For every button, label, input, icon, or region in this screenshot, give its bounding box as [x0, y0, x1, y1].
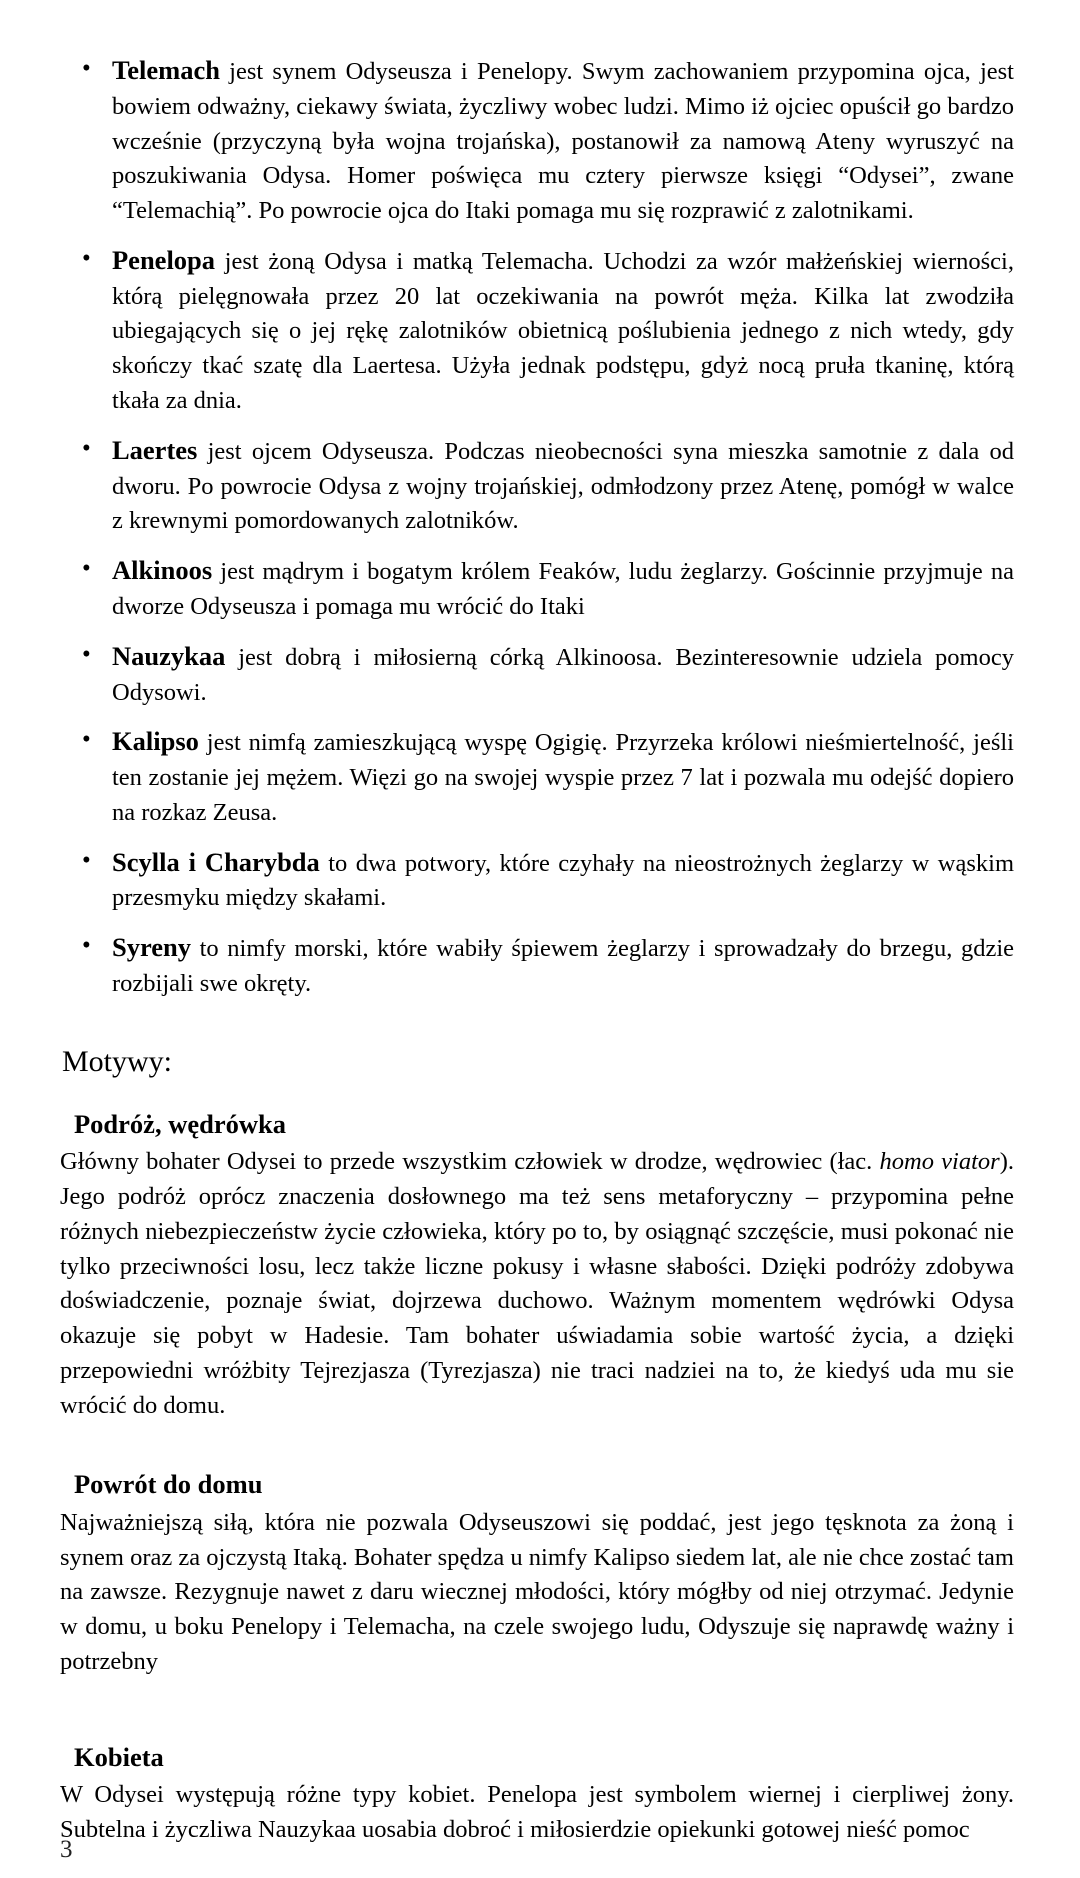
- list-item: [56, 638, 1014, 711]
- character-name: Laertes: [112, 434, 198, 465]
- motif-title-homecoming: Powrót do domu: [74, 1469, 263, 1500]
- motif-title-journey: Podróż, wędrówka: [74, 1108, 286, 1139]
- list-item: [56, 552, 1014, 625]
- character-list: [56, 52, 1014, 1002]
- list-item: [56, 432, 1014, 539]
- character-description: to dwa potwory, które czyhały na nieostrożnych żeglarzy w wąskim przesmyku między skałami.: [112, 849, 1015, 912]
- list-item: [56, 723, 1014, 830]
- character-name: Syreny: [112, 932, 192, 963]
- list-item: [56, 844, 1014, 917]
- character-description: jest mądrym i bogatym królem Feaków, ludu żeglarzy. Gościnnie przyjmuje na dworze Odyseusza i pomaga mu wrócić do Itaki: [112, 558, 1014, 620]
- motif-paragraph-woman: W Odysei występują różne typy kobiet. Penelopa jest symbolem wiernej i cierpliwej żony. Subtelna i życzliwa Nauzykaa uosabia dobroć i miłosierdzie opiekunki gotowej nieść pomoc: [60, 1781, 1014, 1843]
- character-description: jest synem Odyseusza i Penelopy. Swym zachowaniem przypomina ojca, jest bowiem odważny, ciekawy świata, życzliwy wobec ludzi. Mimo iż ojciec opuścił go bardzo wcześnie (przyczyną była wojna trojańska), postanowił za namową Ateny wyruszyć na poszukiwania Odysa. Homer poświęca mu cztery pierwsze księgi “Odysei”, zwane “Telemachią”. Po powrocie ojca do Itaki pomaga mu się rozprawić z zalotnikami.: [112, 58, 1014, 225]
- list-item: [56, 242, 1014, 419]
- character-description: jest ojcem Odyseusza. Podczas nieobecności syna mieszka samotnie z dala od dworu. Po powrocie Odysa z wojny trojańskiej, odmłodzony przez Atenę, pomógł w walce z krewnymi pomordowanych zalotników.: [112, 437, 1014, 535]
- character-name: Kalipso: [112, 726, 199, 757]
- character-name: Penelopa: [112, 244, 216, 275]
- character-description: jest żoną Odysa i matką Telemacha. Uchodzi za wzór małżeńskiej wierności, którą pielęgnowała przez 20 lat oczekiwania na powrót męża. Kilka lat zwodziła ubiegających się o jej rękę zalotników obietnicą poślubienia jednego z nich wtedy, gdy skończy tkać szatę dla Laertesa. Użyła jednak podstępu, gdyż nocą pruła tkaninę, którą tkała za dnia.: [112, 247, 1014, 415]
- character-name: Scylla i Charybda: [112, 846, 320, 877]
- character-description: jest dobrą i miłosierną córką Alkinoosa. Bezinteresownie udziela pomocy Odysowi.: [112, 643, 1014, 706]
- list-item: [56, 929, 1014, 1002]
- spacer: [56, 1680, 1014, 1714]
- motif-text-part1: Główny bohater Odysei to przede wszystkim człowiek w drodze, wędrowiec (łac.: [60, 1148, 880, 1176]
- motif-title-woman: Kobieta: [74, 1741, 164, 1772]
- latin-phrase: homo viator: [879, 1148, 1000, 1176]
- list-item: [56, 52, 1014, 229]
- character-description: to nimfy morski, które wabiły śpiewem żeglarzy i sprowadzały do brzegu, gdzie rozbijali swe okręty.: [112, 935, 1014, 997]
- character-name: Telemach: [112, 55, 220, 85]
- character-description: jest nimfą zamieszkującą wyspę Ogigię. Przyrzeka królowi nieśmiertelność, jeśli ten zostanie jej mężem. Więzi go na swojej wyspie przez 7 lat i pozwala mu odejść dopiero na rozkaz Zeusa.: [112, 729, 1014, 826]
- motif-paragraph-journey: [60, 1145, 1014, 1423]
- character-name: Alkinoos: [112, 555, 213, 586]
- motif-paragraph-homecoming: Najważniejszą siłą, która nie pozwala Odyseuszowi się poddać, jest jego tęsknota za żoną i synem oraz za ojczystą Itaką. Bohater spędza u nimfy Kalipso siedem lat, ale nie chce zostać tam na zawsze. Rezygnuje nawet z daru wiecznej młodości, który mógłby od niej otrzymać. Jedynie w domu, u boku Penelopy i Telemacha, na czele swojego ludu, Odyszuje się naprawdę ważny i potrzebny: [60, 1508, 1014, 1675]
- section-heading-motifs: Motywy:: [62, 1044, 173, 1078]
- spacer: [56, 1423, 1014, 1441]
- character-name: Nauzykaa: [112, 640, 226, 671]
- page-number: 3: [60, 1835, 73, 1863]
- motif-text-part2: ). Jego podróż oprócz znaczenia dosłownego ma też sens metaforyczny – przypomina pełne różnych niebezpieczeństw życie człowieka, który po to, by osiągnąć szczęście, musi pokonać nie tylko przeciwności losu, lecz także liczne pokusy i własne słabości. Dzięki podróży zdobywa doświadczenie, poznaje świat, dojrzewa duchowo. Ważnym momentem wędrówki Odysa okazuje się pobyt w Hadesie. Tam bohater uświadamia sobie wartość życia, a dzięki przepowiedni wróżbity Tejrezjasza (Tyrezjasza) nie traci nadziei na to, że kiedyś uda mu sie wrócić do domu.: [60, 1148, 1014, 1419]
